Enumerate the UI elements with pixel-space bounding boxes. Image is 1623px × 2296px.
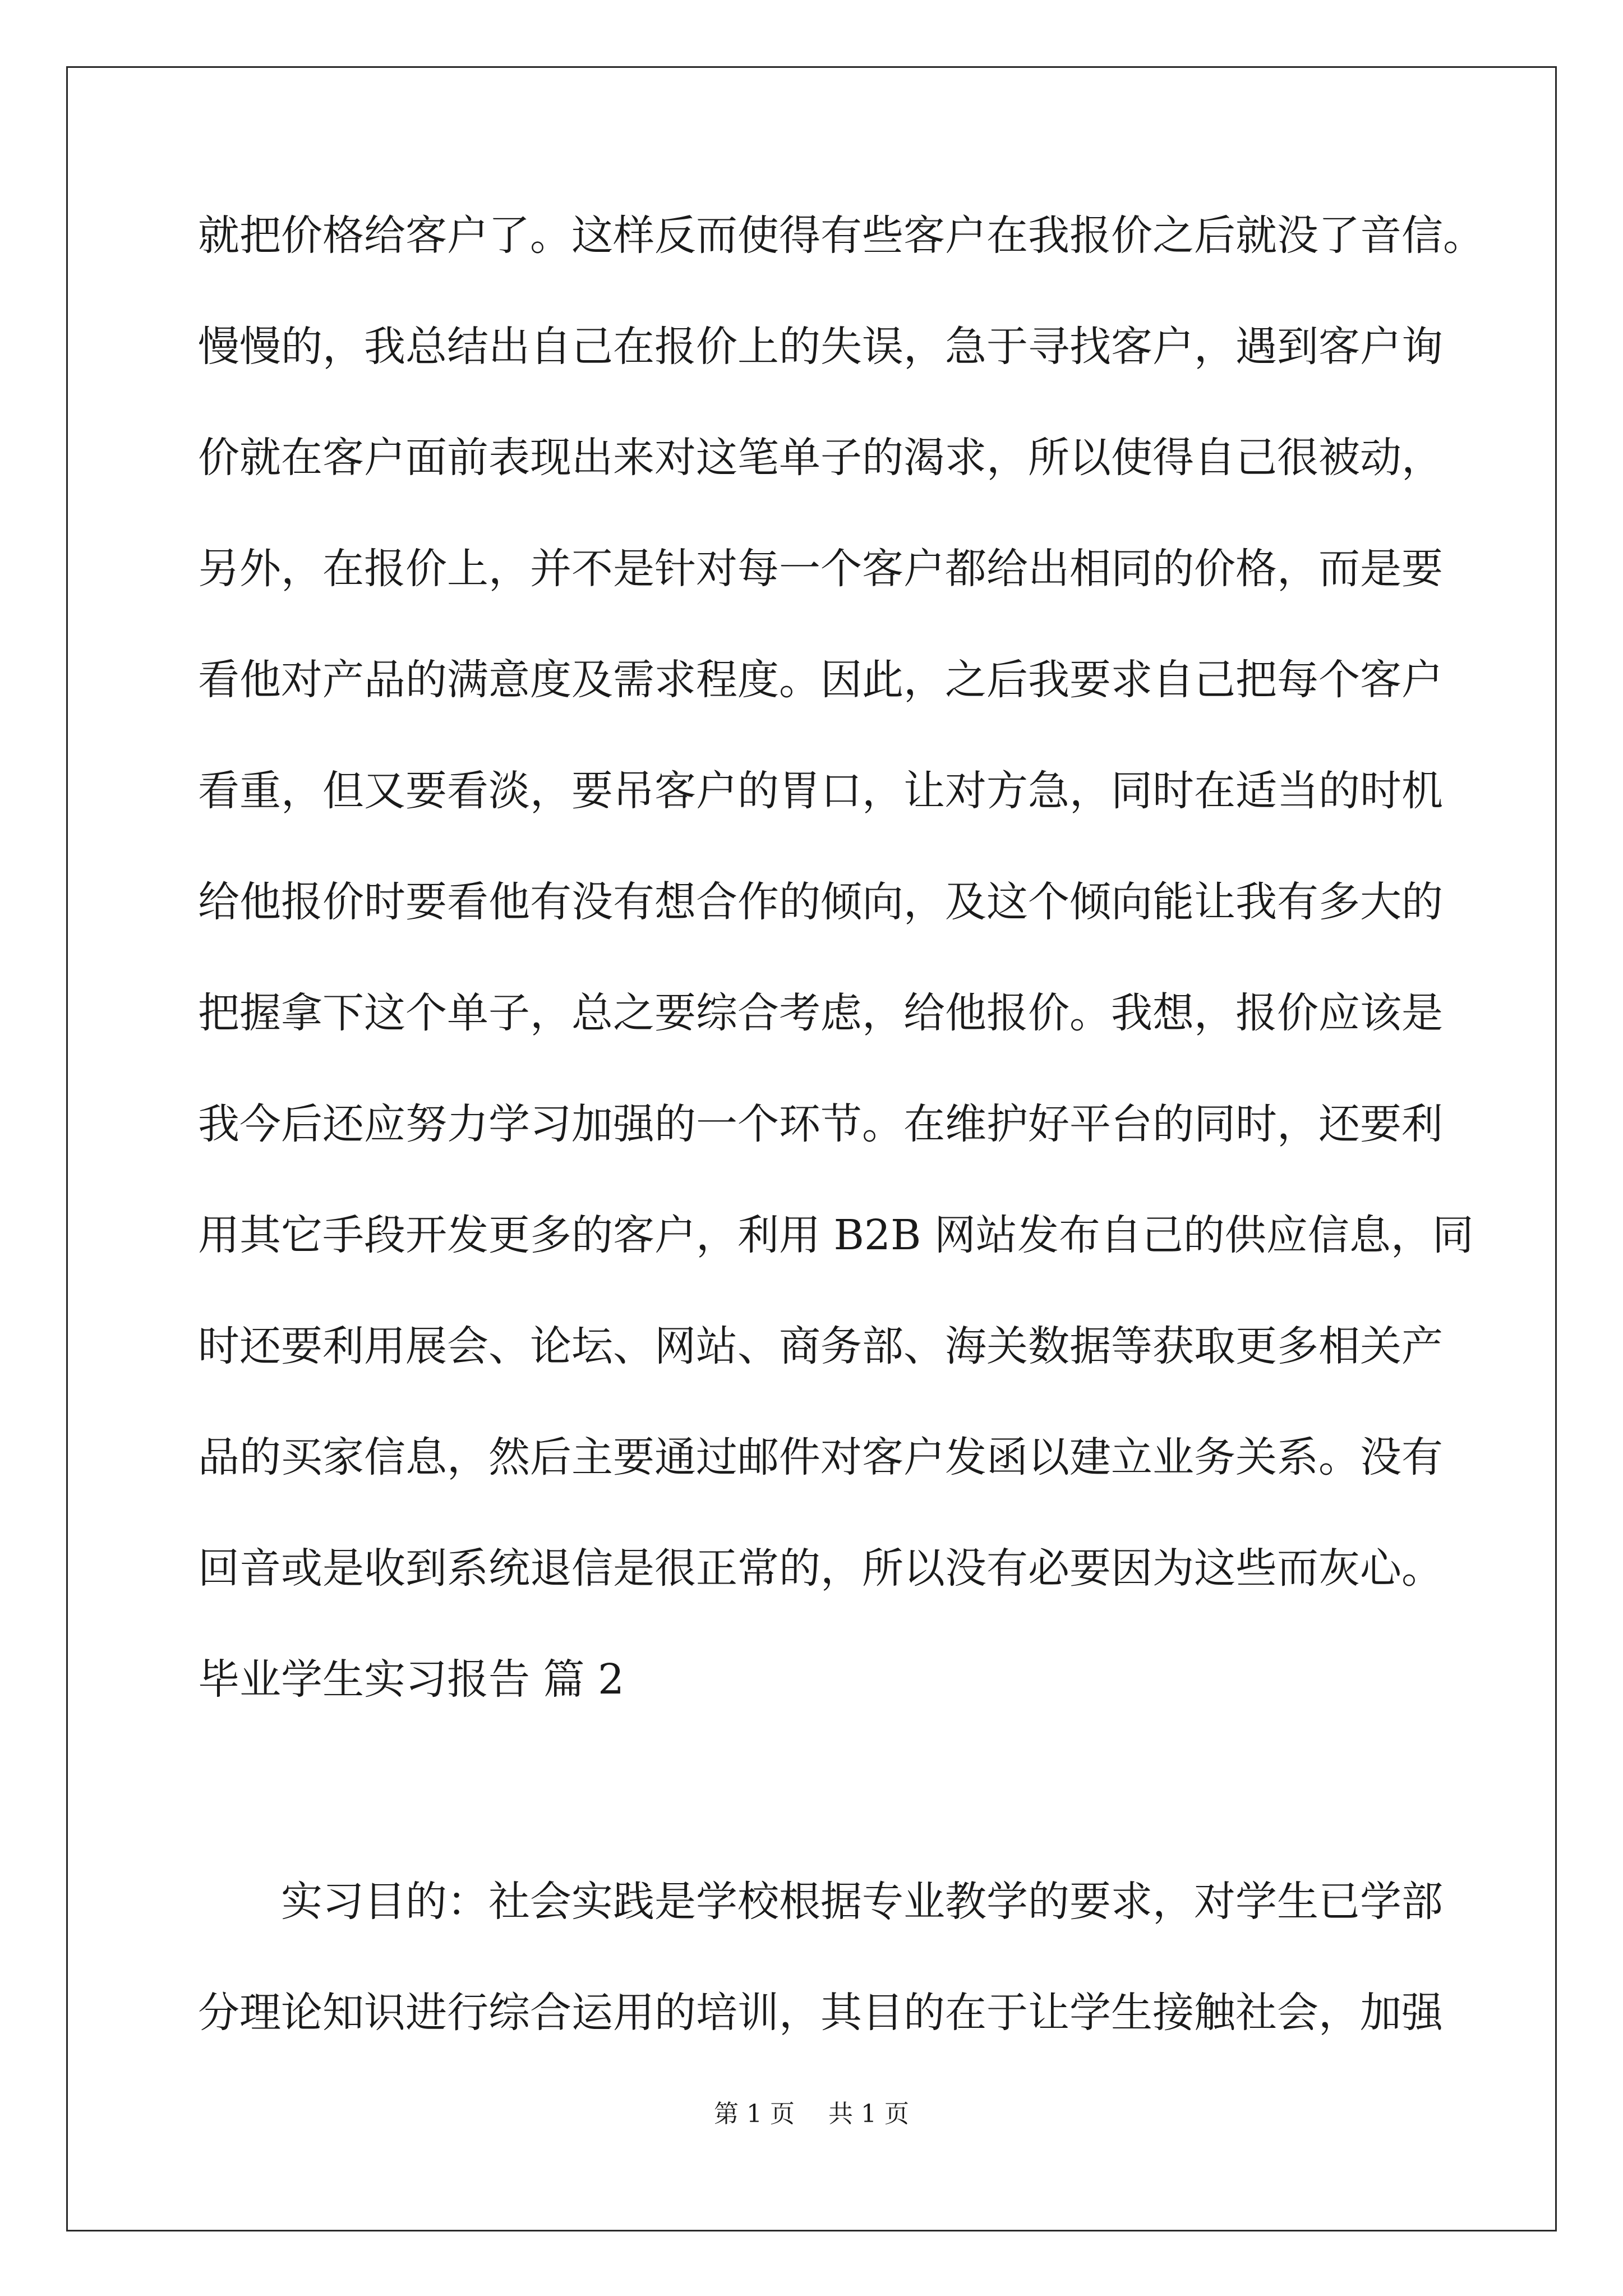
page-number: 第 1 页 — [714, 2100, 795, 2128]
paragraph-line: 用其它手段开发更多的客户，利用 B2B 网站发布自己的供应信息，同 — [198, 1211, 1474, 1259]
paragraph-line: 就把价格给客户了。这样反而使得有些客户在我报价之后就没了音信。 — [198, 211, 1484, 260]
paragraph-line: 时还要利用展会、论坛、网站、商务部、海关数据等获取更多相关产 — [198, 1322, 1443, 1370]
blank-line — [198, 1763, 1432, 1874]
paragraph-line: 另外，在报价上，并不是针对每一个客户都给出相同的价格，而是要 — [198, 545, 1443, 593]
paragraph-line: 回音或是收到系统退信是很正常的，所以没有必要因为这些而灰心。 — [198, 1544, 1443, 1593]
paragraph-line: 给他报价时要看他有没有想合作的倾向，及这个倾向能让我有多大的 — [198, 878, 1443, 926]
paragraph-line: 价就在客户面前表现出来对这笔单子的渴求，所以使得自己很被动， — [198, 434, 1443, 482]
paragraph-line: 慢慢的，我总结出自己在报价上的失误，急于寻找客户，遇到客户询 — [198, 323, 1443, 371]
paragraph-2 — [198, 1874, 1443, 2096]
paragraph-line: 实习目的：社会实践是学校根据专业教学的要求，对学生已学部 — [281, 1878, 1443, 1926]
page-total: 共 1 页 — [828, 2100, 909, 2128]
paragraph-line: 品的买家信息，然后主要通过邮件对客户发函以建立业务关系。没有 — [198, 1433, 1443, 1481]
paragraph-line: 把握拿下这个单子，总之要综合考虑，给他报价。我想，报价应该是 — [198, 989, 1443, 1037]
section-heading: 毕业学生实习报告 篇 2 — [198, 1655, 625, 1704]
paragraph-line: 我今后还应努力学习加强的一个环节。在维护好平台的同时，还要利 — [198, 1100, 1443, 1148]
paragraph-line: 看他对产品的满意度及需求程度。因此，之后我要求自己把每个客户 — [198, 656, 1443, 704]
paragraph-1 — [198, 208, 1484, 1651]
paragraph-line: 看重，但又要看淡，要吊客户的胃口，让对方急，同时在适当的时机 — [198, 767, 1443, 815]
paragraph-line: 分理论知识进行综合运用的培训，其目的在于让学生接触社会，加强 — [198, 1989, 1443, 2037]
document-body — [198, 208, 1484, 2096]
page-footer — [0, 2097, 1623, 2131]
